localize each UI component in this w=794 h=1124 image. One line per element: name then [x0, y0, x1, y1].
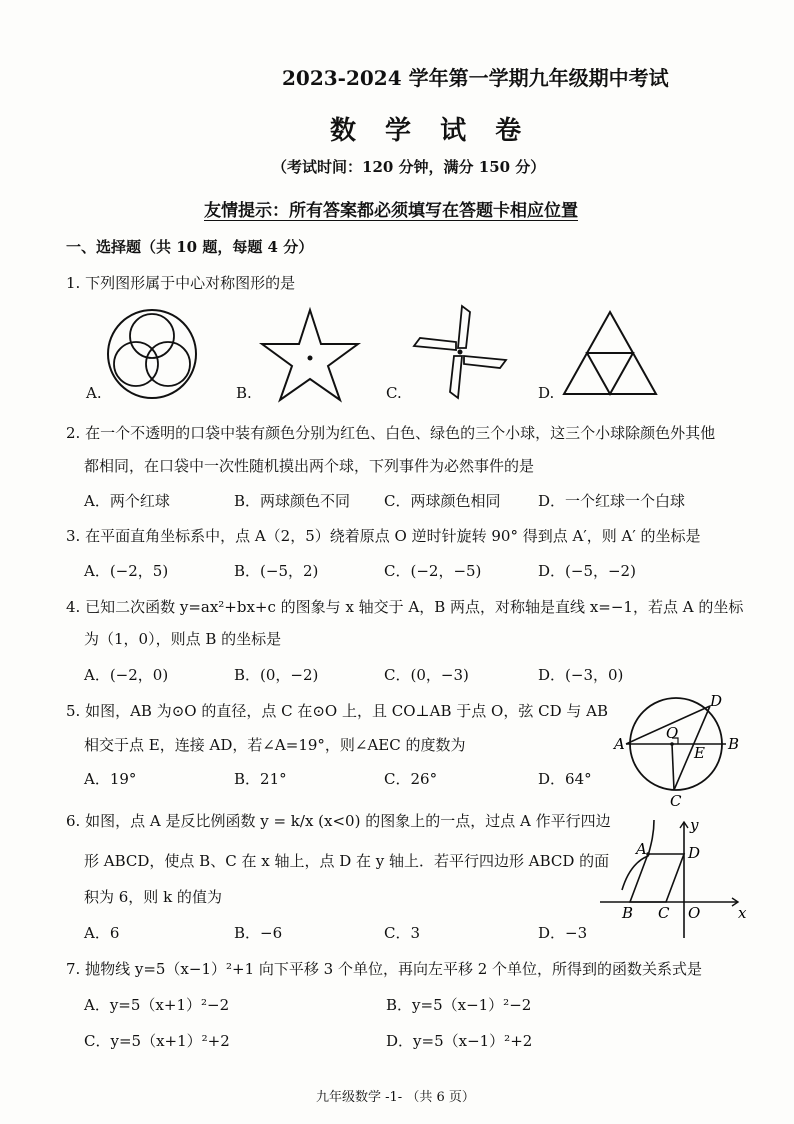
q6-option-d: D．−3: [538, 924, 588, 942]
q5-option-a: A．19°: [84, 770, 137, 788]
question-5-stem-line1: 5. 如图，AB 为⊙O 的直径，点 C 在⊙O 上，且 CO⊥AB 于点 O，弦 CD 与 AB: [66, 702, 608, 720]
paper-title: 数 学 试 卷: [330, 116, 532, 146]
q4-option-c: C．(0，−3): [384, 666, 469, 684]
exam-info: （考试时间：120 分钟，满分 150 分）: [272, 158, 546, 176]
q5-label-a: A: [614, 735, 625, 753]
question-5-stem-line2: 相交于点 E，连接 AD，若∠A=19°，则∠AEC 的度数为: [84, 736, 466, 754]
question-3-stem: 3. 在平面直角坐标系中，点 A（2，5）绕着原点 O 逆时针旋转 90° 得到点 A′，则 A′ 的坐标是: [66, 527, 701, 545]
q6-label-o: O: [688, 904, 701, 922]
q5-label-b: B: [728, 735, 740, 753]
q1-figure-d-triangle: [562, 308, 662, 398]
q7-option-a: A．y=5（x+1）²−2: [84, 996, 230, 1014]
q2-option-d: D．一个红球一个白球: [538, 492, 686, 510]
q2-option-b: B．两球颜色不同: [234, 492, 351, 510]
friendly-tip: 友情提示：所有答案都必须填写在答题卡相应位置: [204, 201, 578, 221]
question-1-stem: 1. 下列图形属于中心对称图形的是: [66, 274, 296, 292]
q1-option-a: A.: [86, 384, 102, 402]
q5-label-c: C: [670, 792, 682, 810]
question-4-stem-line1: 4. 已知二次函数 y=ax²+bx+c 的图象与 x 轴交于 A，B 两点，对称轴是直线 x=−1，若点 A 的坐标: [66, 598, 744, 616]
q1-option-c: C.: [386, 384, 402, 402]
question-2-stem-line2: 都相同，在口袋中一次性随机摸出两个球，下列事件为必然事件的是: [84, 457, 535, 475]
question-6-stem-line2: 形 ABCD，使点 B、C 在 x 轴上，点 D 在 y 轴上．若平行四边形 ABCD 的面: [84, 852, 610, 870]
section-heading: 一、选择题（共 10 题，每题 4 分）: [66, 238, 314, 256]
q1-figure-a-circle-petals: [100, 308, 210, 398]
q7-option-d: D．y=5（x−1）²+2: [386, 1032, 533, 1050]
q1-option-d: D.: [538, 384, 555, 402]
q3-option-b: B．(−5，2): [234, 562, 319, 580]
page-footer: 九年级数学 -1- （共 6 页）: [316, 1090, 475, 1105]
q5-circle-figure: [612, 692, 742, 810]
q4-option-a: A．(−2，0): [84, 666, 169, 684]
q5-option-b: B．21°: [234, 770, 287, 788]
question-4-stem-line2: 为（1，0），则点 B 的坐标是: [84, 630, 282, 648]
q7-option-b: B．y=5（x−1）²−2: [386, 996, 532, 1014]
q5-label-e: E: [694, 744, 705, 762]
q6-label-a: A: [636, 840, 647, 858]
q5-option-d: D．64°: [538, 770, 592, 788]
q3-option-d: D．(−5，−2): [538, 562, 636, 580]
q4-option-d: D．(−3，0): [538, 666, 624, 684]
q7-option-c: C．y=5（x+1）²+2: [84, 1032, 230, 1050]
q5-label-o: O: [666, 724, 679, 742]
q5-label-d: D: [710, 692, 723, 710]
q6-option-b: B．−6: [234, 924, 283, 942]
question-7-stem: 7. 抛物线 y=5（x−1）²+1 向下平移 3 个单位，再向左平移 2 个单位，所得到的函数关系式是: [66, 960, 703, 978]
q3-option-a: A．(−2，5): [84, 562, 169, 580]
q4-option-b: B．(0，−2): [234, 666, 319, 684]
q6-label-b: B: [622, 904, 634, 922]
q6-coordinate-figure: [598, 816, 748, 942]
q5-option-c: C．26°: [384, 770, 438, 788]
q2-option-c: C．两球颜色相同: [384, 492, 501, 510]
question-6-stem-line1: 6. 如图，点 A 是反比例函数 y = k/x (x<0) 的图象上的一点，过点 A 作平行四边: [66, 812, 611, 830]
q1-figure-b-star: [258, 306, 368, 402]
exam-title: 2023-2024 学年第一学期九年级期中考试: [282, 66, 669, 90]
q6-option-a: A．6: [84, 924, 120, 942]
q3-option-c: C．(−2，−5): [384, 562, 482, 580]
q6-label-c: C: [658, 904, 670, 922]
q6-label-d: D: [688, 844, 701, 862]
q6-label-x: x: [738, 904, 747, 922]
q6-label-y: y: [690, 816, 699, 834]
question-6-stem-line3: 积为 6，则 k 的值为: [84, 888, 222, 906]
q2-option-a: A．两个红球: [84, 492, 170, 510]
q1-option-b: B.: [236, 384, 252, 402]
q1-figure-c-pinwheel: [410, 304, 510, 400]
q6-option-c: C．3: [384, 924, 421, 942]
question-2-stem-line1: 2. 在一个不透明的口袋中装有颜色分别为红色、白色、绿色的三个小球，这三个小球除颜色外其他: [66, 424, 716, 442]
